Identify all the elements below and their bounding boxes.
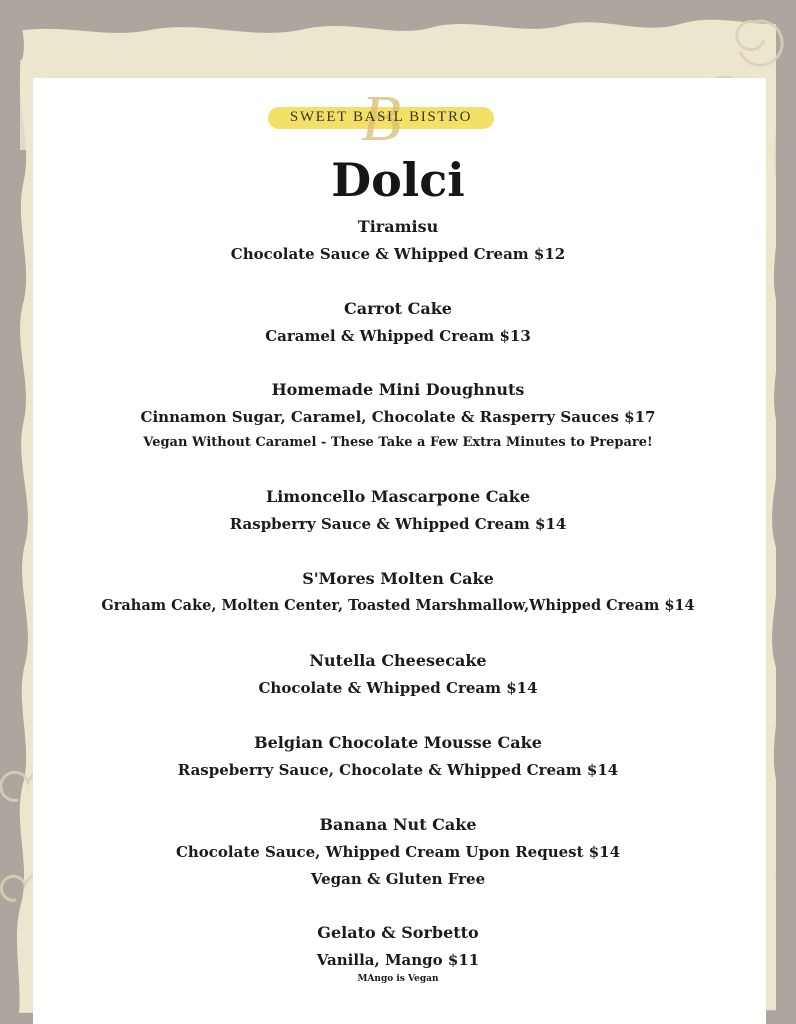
- menu-item-name: Belgian Chocolate Mousse Cake: [254, 733, 542, 752]
- restaurant-logo: [266, 82, 496, 150]
- menu-item-description: Caramel & Whipped Cream $13: [265, 327, 531, 345]
- menu-item-name: Banana Nut Cake: [319, 815, 477, 834]
- menu-item-description: Graham Cake, Molten Center, Toasted Marshmallow,Whipped Cream $14: [101, 597, 695, 614]
- menu-title: Dolci: [331, 153, 465, 207]
- menu-item-description: Chocolate Sauce, Whipped Cream Upon Request $14: [175, 843, 621, 861]
- menu-item-description: Vanilla, Mango $11: [316, 951, 480, 969]
- menu-item-note: MAngo is Vegan: [357, 974, 439, 984]
- menu-item-description: Chocolate Sauce & Whipped Cream $12: [230, 245, 566, 263]
- menu-item-description: Raspeberry Sauce, Chocolate & Whipped Cream $14: [177, 761, 619, 779]
- menu-item-name: Limoncello Mascarpone Cake: [265, 487, 531, 506]
- menu-item-note: Vegan Without Caramel - These Take a Few Extra Minutes to Prepare!: [143, 435, 653, 450]
- menu-item-name: Tiramisu: [357, 217, 439, 236]
- restaurant-name: SWEET BASIL BISTRO: [289, 109, 473, 125]
- menu-item-note: Vegan & Gluten Free: [310, 870, 486, 888]
- menu-item-description: Cinnamon Sugar, Caramel, Chocolate & Rasperry Sauces $17: [140, 408, 656, 426]
- menu-item-name: S'Mores Molten Cake: [302, 569, 494, 588]
- menu-item-description: Chocolate & Whipped Cream $14: [258, 679, 538, 697]
- menu-item-name: Gelato & Sorbetto: [317, 923, 479, 942]
- menu-item-name: Carrot Cake: [344, 299, 452, 318]
- menu-item-name: Homemade Mini Doughnuts: [271, 380, 525, 399]
- menu-item-description: Raspberry Sauce & Whipped Cream $14: [229, 515, 567, 533]
- menu-item-name: Nutella Cheesecake: [309, 651, 487, 670]
- svg-text:B: B: [360, 82, 402, 150]
